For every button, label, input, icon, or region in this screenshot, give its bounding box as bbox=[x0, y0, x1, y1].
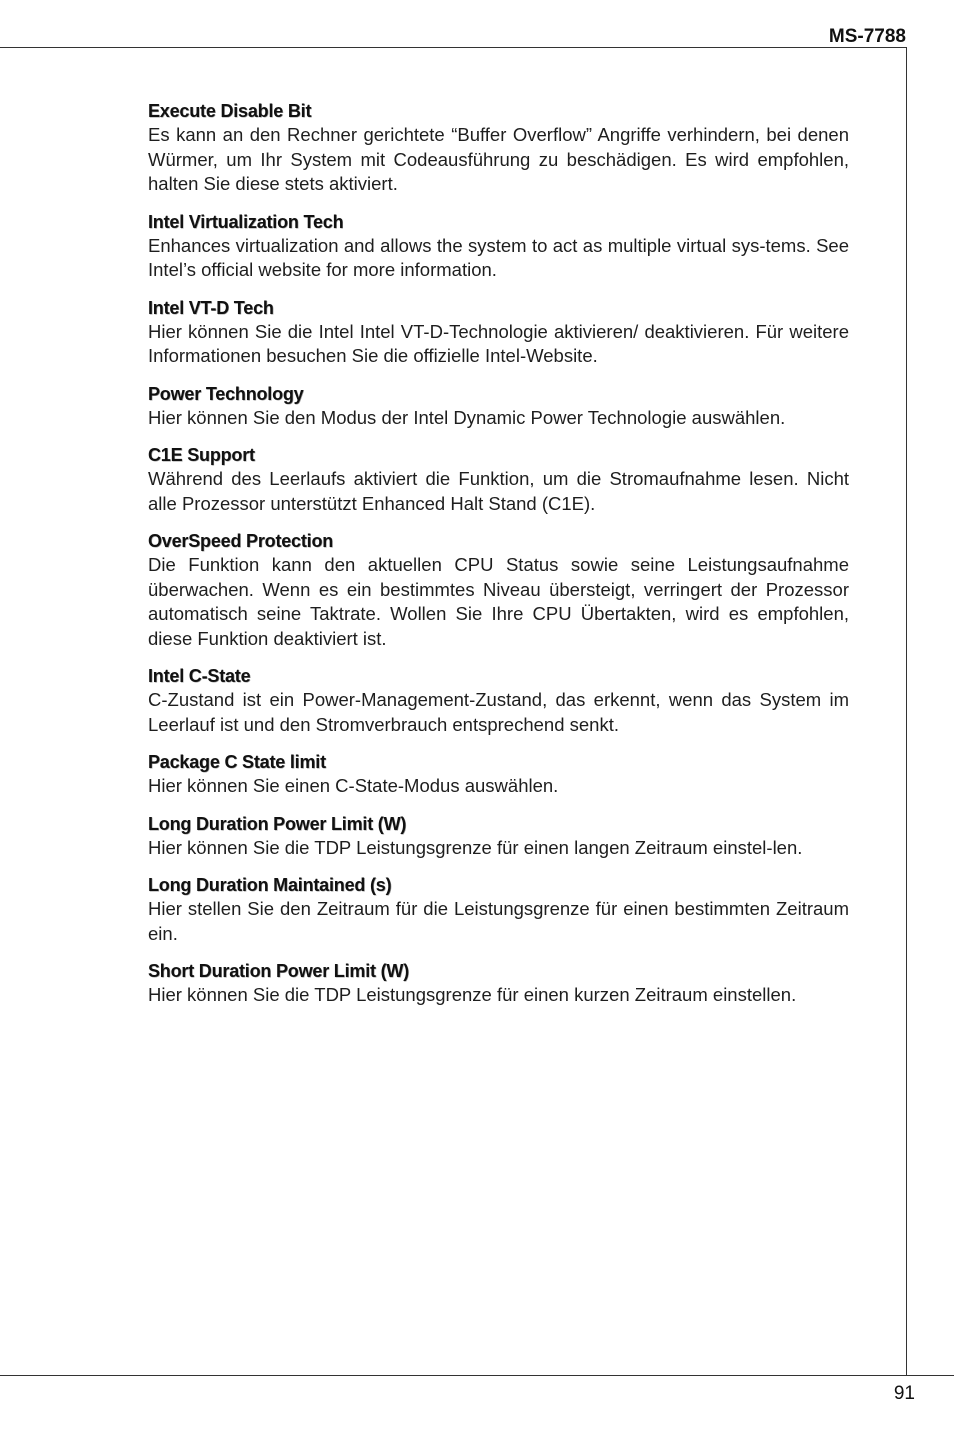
content bbox=[148, 99, 849, 1021]
section-long-duration-maintained bbox=[148, 873, 849, 946]
section-title: Long Duration Maintained (s) bbox=[148, 875, 392, 895]
section-text: Die Funktion kann den aktuellen CPU Status sowie seine Leistungsaufnahme überwachen. Wenn es ein bestimmtes Niveau übersteigt, verringert der Prozessor automatisch seine Taktrate. Wollen Sie Ihre CPU Übertakten, wird es empfohlen, diese Funktion deaktiviert ist. bbox=[148, 554, 849, 649]
section-title: Intel Virtualization Tech bbox=[148, 211, 344, 232]
section-text: Während des Leerlaufs aktiviert die Funktion, um die Stromaufnahme lesen. Nicht alle Prozessor unterstützt Enhanced Halt Stand (C1E). bbox=[148, 468, 849, 514]
section-intel-c-state bbox=[148, 664, 849, 737]
section-short-duration-power-limit bbox=[148, 959, 849, 1008]
section-title: Execute Disable Bit bbox=[148, 101, 312, 121]
section-title: OverSpeed Protection bbox=[148, 531, 334, 551]
side-rule bbox=[906, 47, 907, 1375]
header-rule bbox=[0, 47, 907, 48]
section-execute-disable-bit bbox=[148, 99, 849, 197]
model-number: MS-7788 bbox=[828, 26, 906, 47]
section-title: Long Duration Power Limit (W) bbox=[148, 813, 407, 834]
section-c1e-support bbox=[148, 443, 849, 516]
section-long-duration-power-limit bbox=[148, 812, 849, 861]
section-text: Es kann an den Rechner gerichtete “Buffer Overflow” Angriffe verhindern, bei denen Würmer, um Ihr System mit Codeausführung zu beschädigen. Es wird empfohlen, halten Sie diese stets aktiviert. bbox=[148, 124, 849, 194]
section-intel-vt-d-tech bbox=[148, 296, 849, 369]
section-text: C-Zustand ist ein Power-Management-Zustand, das erkennt, wenn das System im Leerlauf ist und den Stromverbrauch entsprechend senkt. bbox=[148, 689, 849, 735]
section-title: Intel C-State bbox=[148, 666, 251, 686]
section-title: Intel VT-D Tech bbox=[148, 297, 274, 318]
section-text: Hier können Sie die TDP Leistungsgrenze für einen langen Zeitraum einstel-len. bbox=[148, 836, 803, 858]
section-title: C1E Support bbox=[148, 445, 255, 465]
page-number: 91 bbox=[893, 1383, 915, 1404]
section-text: Hier können Sie den Modus der Intel Dynamic Power Technologie auswählen. bbox=[148, 406, 786, 428]
section-title: Short Duration Power Limit (W) bbox=[148, 961, 409, 981]
section-intel-virtualization-tech bbox=[148, 210, 849, 283]
section-package-c-state-limit bbox=[148, 750, 849, 799]
section-text: Hier können Sie die TDP Leistungsgrenze für einen kurzen Zeitraum einstellen. bbox=[148, 984, 797, 1005]
section-power-technology bbox=[148, 382, 849, 431]
section-text: Enhances virtualization and allows the system to act as multiple virtual sys-tems. See Intel’s official website for more information. bbox=[148, 234, 849, 280]
section-title: Package C State limit bbox=[148, 752, 326, 772]
section-text: Hier stellen Sie den Zeitraum für die Leistungsgrenze für einen bestimmten Zeitraum ein. bbox=[148, 898, 849, 944]
section-title: Power Technology bbox=[148, 383, 304, 404]
section-overspeed-protection bbox=[148, 529, 849, 651]
section-text: Hier können Sie einen C-State-Modus auswählen. bbox=[148, 775, 559, 796]
section-text: Hier können Sie die Intel Intel VT-D-Technologie aktivieren/ deaktivieren. Für weitere Informationen besuchen Sie die offizielle Intel-Website. bbox=[148, 320, 849, 366]
footer-rule bbox=[0, 1375, 954, 1376]
